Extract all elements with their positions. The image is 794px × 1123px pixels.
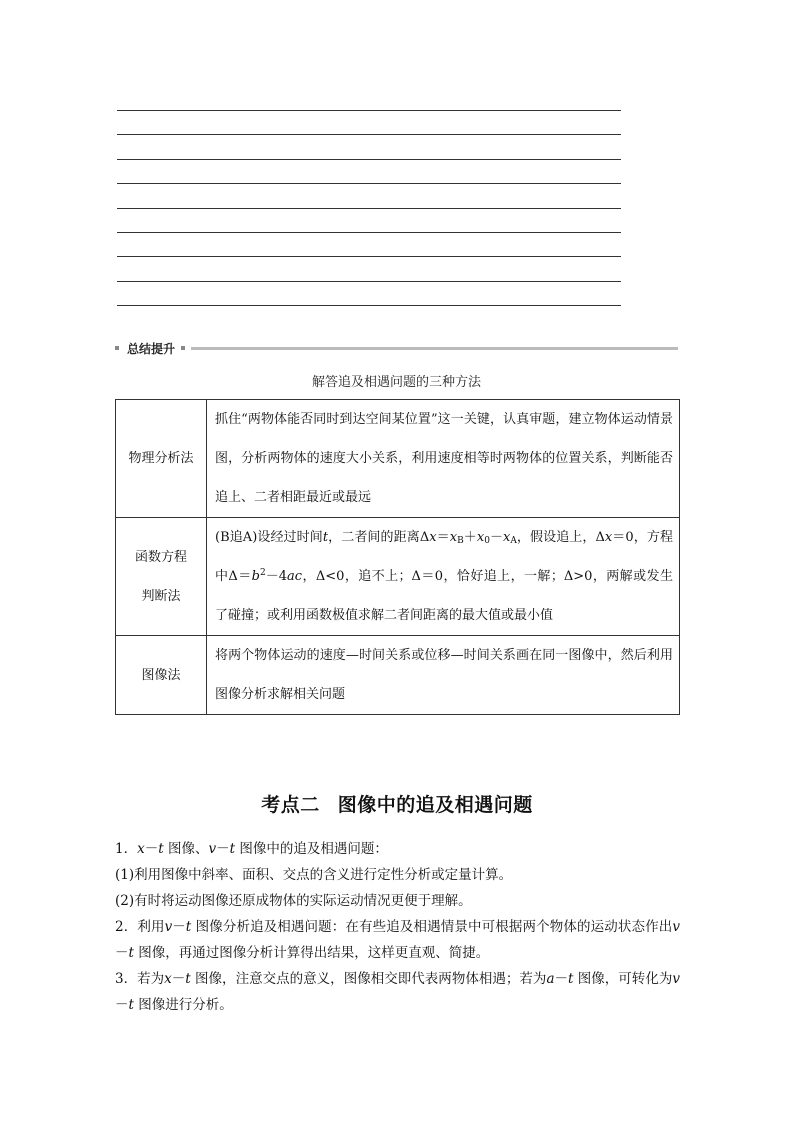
- bullet-square-icon: [115, 346, 119, 350]
- section-title: 考点二 图像中的追及相遇问题: [261, 794, 533, 816]
- method-desc: (B追A)设经过时间t，二者间的距离$\Delta x=x_B+x_0-x_A$，假设追上，Δx＝0，方程中$\Delta=b^2-4ac$，Δ<0，追不上；Δ＝0，恰好追上，一解；Δ>0，两解或发生了碰撞；或利用函数极值求解二者间距离的最大值或最小值: [207, 518, 680, 636]
- heading-rule: [191, 347, 678, 350]
- summary-heading: [115, 339, 678, 357]
- method-name: 图像法: [116, 636, 207, 715]
- method-name: 函数方程 判断法: [116, 518, 207, 636]
- paragraph: (1)利用图像中斜率、面积、交点的含义进行定性分析或定量计算。: [115, 867, 513, 883]
- bullet-square-icon: [181, 346, 185, 350]
- method-desc: 将两个物体运动的速度—时间关系或位移—时间关系画在同一图像中，然后利用图像分析求解相关问题: [207, 636, 680, 715]
- answer-line: [117, 134, 621, 135]
- paragraph: 2．利用v－t 图像分析追及相遇问题：在有些追及相遇情景中可根据两个物体的运动状态作出v－t 图像，再通过图像分析计算得出结果，这样更直观、简捷。: [115, 919, 680, 961]
- summary-title: 总结提升: [127, 341, 176, 356]
- answer-line: [117, 256, 621, 257]
- table-row: [116, 400, 680, 518]
- answer-line: [117, 183, 621, 184]
- answer-line: [117, 305, 621, 306]
- paragraph: 1．x－t 图像、v－t 图像中的追及相遇问题：: [115, 841, 388, 857]
- paragraph: (2)有时将运动图像还原成物体的实际运动情况更便于理解。: [115, 893, 472, 909]
- answer-line: [117, 208, 621, 209]
- table-row: [116, 518, 680, 636]
- method-name: 物理分析法: [116, 400, 207, 518]
- paragraph: 3．若为x－t 图像，注意交点的意义，图像相交即代表两物体相遇；若为a－t 图像，可转化为v－t 图像进行分析。: [115, 971, 680, 1013]
- body-text: [115, 836, 680, 1018]
- answer-line: [117, 232, 621, 233]
- answer-line: [117, 159, 621, 160]
- method-desc: 抓住“两物体能否同时到达空间某位置”这一关键，认真审题，建立物体运动情景图，分析两物体的速度大小关系，利用速度相等时两物体的位置关系，判断能否追上、二者相距最近或最远: [207, 400, 680, 518]
- answer-line: [117, 281, 621, 282]
- answer-lines: [117, 110, 621, 330]
- answer-line: [117, 110, 621, 111]
- table-row: [116, 636, 680, 715]
- table-caption: 解答追及相遇问题的三种方法: [311, 375, 481, 390]
- methods-table: [115, 399, 680, 715]
